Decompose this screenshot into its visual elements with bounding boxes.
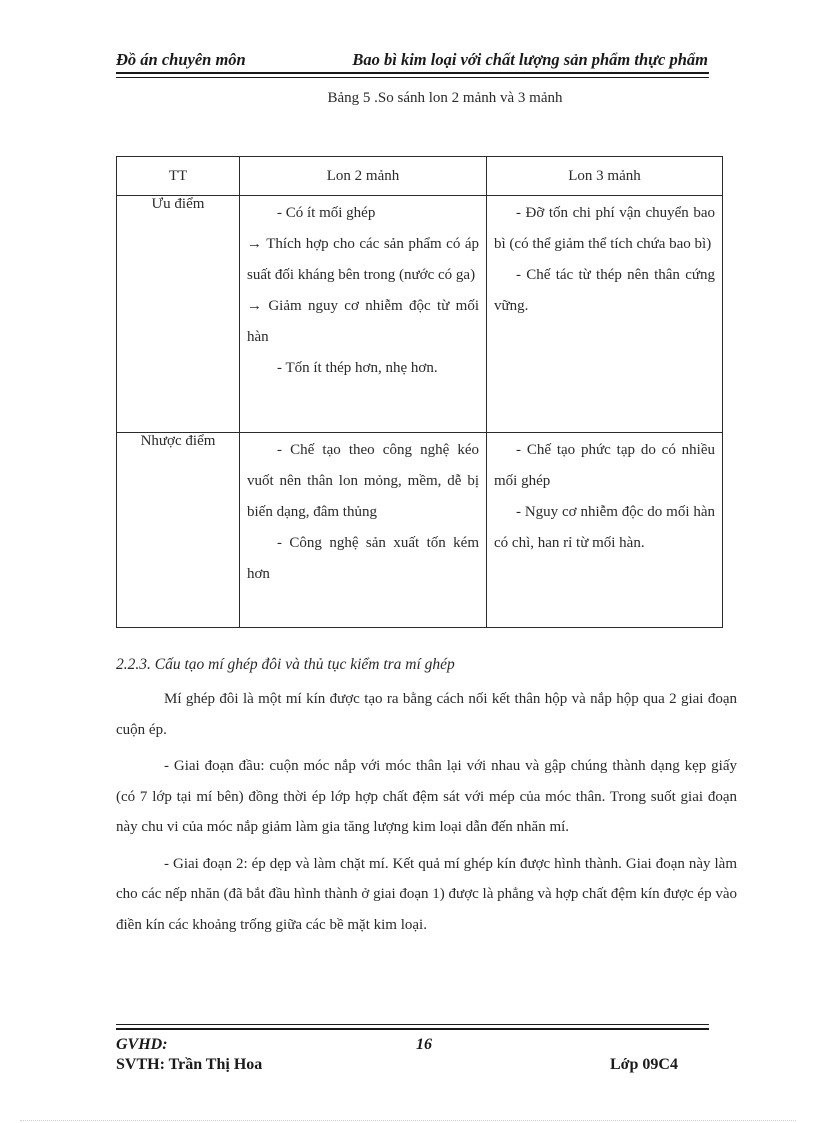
section-body	[116, 684, 737, 946]
table-row-advantages	[117, 196, 723, 433]
header-cell-3-piece: Lon 3 mảnh	[487, 157, 723, 196]
cell-line: - Tốn ít thép hơn, nhẹ hơn.	[277, 360, 438, 376]
cell-line: - Chế tác từ thép nên thân cứng vững.	[494, 267, 715, 314]
table-header-row	[117, 157, 723, 196]
row-label-advantages: Ưu điểm	[117, 196, 240, 433]
cell-line: - Chế tạo theo công nghệ kéo vuốt nên thân lon mỏng, mềm, dễ bị biến dạng, đâm thủng	[247, 442, 479, 520]
body-paragraph: - Giai đoạn 2: ép dẹp và làm chặt mí. Kết quả mí ghép kín được hình thành. Giai đoạn này làm cho các nếp nhăn (đã bắt đầu hình thành ở giai đoạn 1) được là phẳng và hợp chất đệm kín được ép vào điền kín các khoảng trống giữa các bề mặt kim loại.	[116, 855, 737, 933]
footer-divider-thick	[116, 1028, 709, 1030]
cell-advantages-3-piece	[487, 196, 723, 433]
header-left-title: Đồ án chuyên môn	[116, 50, 246, 69]
page-header	[116, 50, 708, 70]
footer-supervisor: GVHD:	[116, 1036, 168, 1053]
cell-advantages-2-piece	[240, 196, 487, 433]
body-paragraph: Mí ghép đôi là một mí kín được tạo ra bằng cách nối kết thân hộp và nắp hộp qua 2 giai đoạn cuộn ép.	[116, 691, 737, 738]
footer-page-number: 16	[416, 1036, 432, 1053]
page-bottom-border	[20, 1120, 796, 1121]
cell-line: - Nguy cơ nhiễm độc do mối hàn có chì, han rỉ từ mối hàn.	[494, 504, 715, 551]
header-cell-2-piece: Lon 2 mảnh	[240, 157, 487, 196]
cell-line: → Giảm nguy cơ nhiễm độc từ mối hàn	[247, 298, 479, 345]
cell-line: - Chế tạo phức tạp do có nhiều mối ghép	[494, 442, 715, 489]
footer-class: Lớp 09C4	[610, 1056, 678, 1073]
cell-line: - Có ít mối ghép	[277, 205, 376, 221]
table-caption: Bảng 5 .So sánh lon 2 mảnh và 3 mảnh	[327, 90, 563, 106]
cell-line: → Thích hợp cho các sản phẩm có áp suất đối kháng bên trong (nước có ga)	[247, 236, 479, 283]
row-label-disadvantages: Nhược điểm	[117, 433, 240, 628]
cell-line: - Công nghệ sản xuất tốn kém hơn	[247, 535, 479, 582]
footer-student: SVTH: Trần Thị Hoa	[116, 1056, 263, 1073]
cell-line: - Đỡ tốn chi phí vận chuyển bao bì (có thể giảm thể tích chứa bao bì)	[494, 205, 715, 252]
header-cell-tt: TT	[117, 157, 240, 196]
cell-disadvantages-2-piece	[240, 433, 487, 628]
comparison-table	[116, 156, 723, 628]
section-heading: 2.2.3. Cấu tạo mí ghép đôi và thủ tục kiểm tra mí ghép	[116, 656, 455, 673]
header-divider-thick	[116, 72, 709, 74]
header-right-title: Bao bì kim loại với chất lượng sản phẩm thực phẩm	[352, 50, 708, 69]
cell-disadvantages-3-piece	[487, 433, 723, 628]
body-paragraph: - Giai đoạn đầu: cuộn móc nắp với móc thân lại với nhau và gập chúng thành dạng kẹp giấy (có 7 lớp tại mí bên) đồng thời ép lớp hợp chất đệm sát với mép của móc thân. Trong suốt giai đoạn này chu vi của móc nắp giảm làm gia tăng lượng kim loại dẫn đến nhăn mí.	[116, 758, 737, 835]
header-divider-thin	[116, 77, 709, 78]
footer-divider-thin	[116, 1024, 709, 1025]
table-row-disadvantages	[117, 433, 723, 628]
